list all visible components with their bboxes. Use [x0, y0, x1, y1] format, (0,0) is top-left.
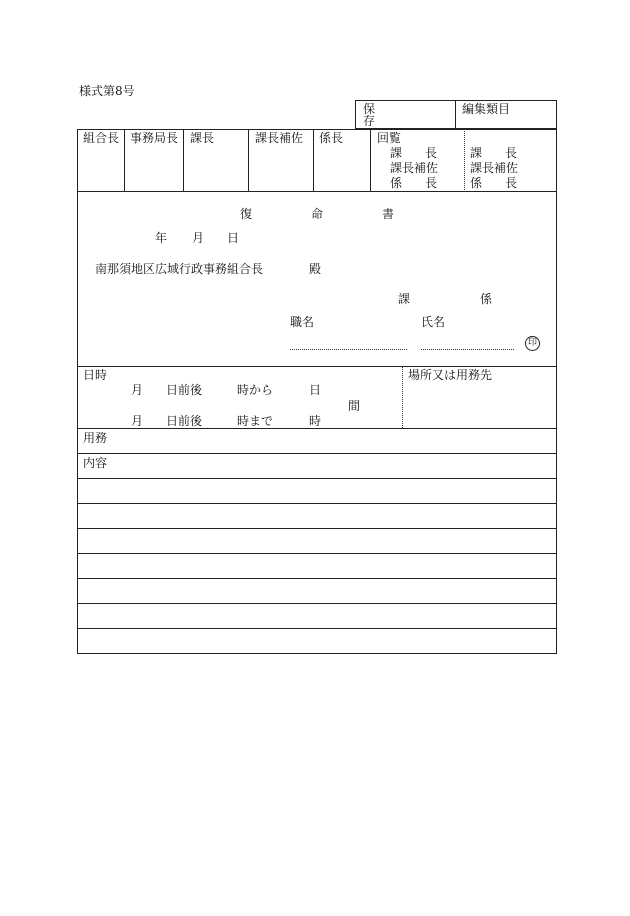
- content-row-line: [77, 478, 557, 479]
- honorific: 殿: [309, 262, 322, 276]
- schedule-divider: [402, 366, 403, 428]
- approval-divider: [313, 129, 314, 192]
- content-row-line: [77, 603, 557, 604]
- schedule-top-line: [77, 366, 557, 367]
- approval-divider: [124, 129, 125, 192]
- date-day: 日: [227, 231, 240, 245]
- to-day-ampm: 日前後: [166, 414, 203, 428]
- business-top-line: [77, 428, 557, 429]
- place-label: 場所又は用務先: [408, 368, 493, 382]
- circulation-right-kacho: 課 長: [470, 146, 517, 160]
- circulation-label: 回覧: [377, 131, 402, 145]
- content-row-line: [77, 628, 557, 629]
- report-title: 復 命 書: [240, 207, 394, 221]
- business-label: 用務: [83, 431, 108, 445]
- approval-divider: [183, 129, 184, 192]
- approval-col-kakaricho: 係長: [319, 131, 344, 145]
- content-row-line: [77, 553, 557, 554]
- circulation-left-kakaricho: 係 長: [390, 176, 437, 190]
- storage-divider: [455, 100, 456, 129]
- content-top-line: [77, 453, 557, 454]
- approval-col-kumiaicho: 組合長: [83, 131, 120, 145]
- department-ka: 課: [398, 292, 411, 306]
- circulation-left-kacho-hosa: 課長補佐: [390, 161, 439, 175]
- to-time: 時まで: [237, 414, 274, 428]
- from-time: 時から: [237, 383, 274, 397]
- addressee: 南那須地区広域行政事務組合長: [95, 262, 264, 276]
- circulation-right-kacho-hosa: 課長補佐: [470, 161, 519, 175]
- duration-days: 日: [309, 383, 322, 397]
- from-month: 月: [131, 383, 144, 397]
- name-label: 氏名: [421, 315, 446, 329]
- position-label: 職名: [290, 315, 315, 329]
- category-label: 編集類目: [462, 102, 511, 116]
- circulation-divider: [464, 129, 465, 192]
- circulation-right-kakaricho: 係 長: [470, 176, 517, 190]
- date-year: 年: [155, 231, 168, 245]
- approval-divider: [248, 129, 249, 192]
- department-kakari: 係: [480, 292, 493, 306]
- to-month: 月: [131, 414, 144, 428]
- approval-col-kacho: 課長: [190, 131, 215, 145]
- name-line: [421, 349, 514, 350]
- duration-label: 間: [348, 399, 361, 413]
- content-row-line: [77, 528, 557, 529]
- form-number: 様式第8号: [79, 84, 135, 98]
- approval-col-jimukyokucho: 事務局長: [130, 131, 179, 145]
- approval-col-kacho-hosa: 課長補佐: [255, 131, 304, 145]
- content-row-line: [77, 503, 557, 504]
- approval-divider: [370, 129, 371, 192]
- from-day-ampm: 日前後: [166, 383, 203, 397]
- schedule-label: 日時: [83, 368, 108, 382]
- content-label: 内容: [83, 456, 108, 470]
- storage-label-1: 保: [363, 102, 376, 116]
- duration-hours: 時: [309, 414, 322, 428]
- seal-mark: 印: [525, 336, 540, 351]
- storage-label-2: 存: [363, 114, 376, 128]
- circulation-left-kacho: 課 長: [390, 146, 437, 160]
- storage-box: [355, 100, 557, 129]
- content-row-line: [77, 578, 557, 579]
- date-month: 月: [192, 231, 205, 245]
- position-line: [290, 349, 407, 350]
